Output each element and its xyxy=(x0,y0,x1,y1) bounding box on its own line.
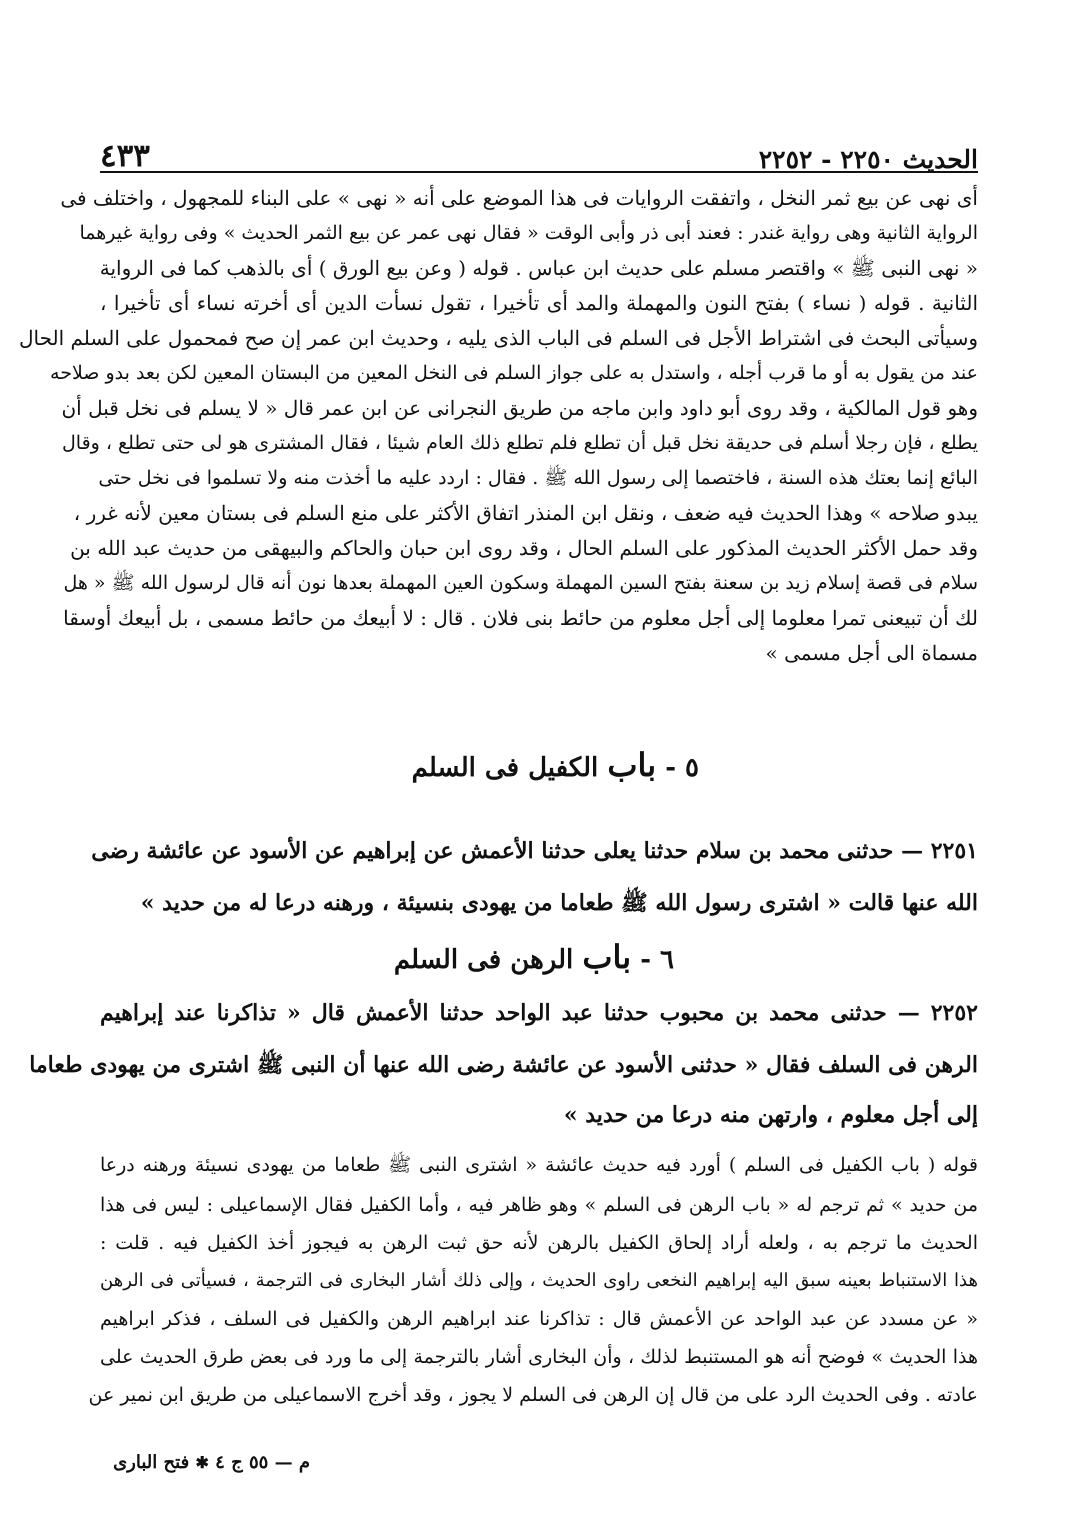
hadith-line: ٢٢٥١ — حدثنى محمد بن سلام حدثنا يعلى حدثنا الأعمش عن إبراهيم عن الأسود عن عائشة رضى xyxy=(91,838,978,864)
text-line: أى نهى عن بيع ثمر النخل ، واتفقت الروايات فى هذا الموضع على أنه « نهى » على البناء للمجهول ، واختلف فى xyxy=(60,186,978,210)
text-line: وسيأتى البحث فى اشتراط الأجل فى السلم فى الباب الذى يليه ، وحديث ابن عمر إن صح فمحمول على السلم الحال xyxy=(18,326,978,350)
text-line: هذا الاستنباط بعينه سبق اليه إبراهيم النخعى راوى الحديث ، وإلى ذلك أشار البخارى فى الترجمة ، فسيأتى فى الرهن xyxy=(100,1270,978,1291)
signature-mark: م — ٥٥ ج ٤ xyxy=(215,1452,310,1473)
text-line: قوله ( باب الكفيل فى السلم ) أورد فيه حديث عائشة « اشترى النبى ﷺ طعاما من يهودى نسيئة ورهنه درعا xyxy=(100,1154,978,1176)
chapter-number: ٥ - xyxy=(665,753,699,783)
text-line: « نهى النبى ﷺ » واقتصر مسلم على حديث ابن عباس . قوله ( وعن بيع الورق ) أى بالذهب كما فى الرواية xyxy=(99,256,978,280)
hadith-line: الرهن فى السلف فقال « حدثنى الأسود عن عائشة رضى الله عنها أن النبى ﷺ اشترى من يهودى طعاما xyxy=(29,1052,978,1078)
text-line: من حديد » ثم ترجم له « باب الرهن فى السلم » وهو ظاهر فيه ، وأما الكفيل فقال الإسماعيلى : ليس فى هذا xyxy=(100,1194,978,1216)
text-line: سلام فى قصة إسلام زيد بن سعنة بفتح السين المهملة وسكون العين المهملة بعدها نون أنه قال لرسول الله ﷺ « هل xyxy=(63,572,978,594)
chapter-word: باب xyxy=(582,938,632,976)
text-line: عند من يقول به أو ما قرب أجله ، واستدل به على جواز السلم فى النخل المعين من البستان المعين لكن بعد بدو صلاحه xyxy=(50,362,978,384)
text-line: الرواية الثانية وهى رواية غندر : فعند أبى ذر وأبى الوقت « فقال نهى عمر عن بيع الثمر الحديث » وفى رواية غيرهما xyxy=(79,222,978,244)
chapter-title: الكفيل فى السلم xyxy=(411,753,599,783)
chapter-title: الرهن فى السلم xyxy=(393,945,574,975)
chapter-word: باب xyxy=(607,746,657,784)
text-line: يطلع ، فإن رجلا أسلم فى حديقة نخل قبل أن تطلع فلم تطلع ذلك العام شيئا ، فقال المشترى هو لى حتى تطلع ، وقال xyxy=(61,432,978,454)
text-line: لك أن تبيعنى تمرا معلوما إلى أجل معلوم من حائط بنى فلان . قال : لا أبيعك من حائط مسمى ، بل أبيعك أوسقا xyxy=(63,606,978,630)
text-line: البائع إنما بعتك هذه السنة ، فاختصما إلى رسول الله ﷺ . فقال : اردد عليه ما أخذت منه ولا تسلموا فى نخل حتى xyxy=(98,467,978,489)
chapter-heading-6 xyxy=(394,940,674,977)
text-line: « عن مسدد عن عبد الواحد عن الأعمش قال : تذاكرنا عند ابراهيم الرهن والكفيل فى السلف ، فذكر ابراهيم xyxy=(100,1308,978,1330)
chapter-number: ٦ - xyxy=(640,945,674,975)
text-line: يبدو صلاحه » وهذا الحديث فيه ضعف ، ونقل ابن المنذر اتفاق الأكثر على منع السلم فى بستان معين لأنه غرر ، xyxy=(73,501,978,525)
hadith-line: ٢٢٥٢ — حدثنى محمد بن محبوب حدثنا عبد الواحد حدثنا الأعمش قال « تذاكرنا عند إبراهيم xyxy=(100,1000,978,1026)
header-rule xyxy=(100,171,978,173)
text-line: وهو قول المالكية ، وقد روى أبو داود وابن ماجه من طريق النجرانى عن ابن عمر قال « لا يسلم فى نخل قبل أن xyxy=(61,396,978,420)
chapter-heading-5 xyxy=(412,748,699,785)
hadith-line: الله عنها قالت « اشترى رسول الله ﷺ طعاما من يهودى بنسيئة ، ورهنه درعا له من حديد » xyxy=(140,890,978,916)
text-line: مسماة الى أجل مسمى » xyxy=(765,641,978,665)
text-line: وقد حمل الأكثر الحديث المذكور على السلم الحال ، وقد روى ابن حبان والحاكم والبيهقى من حديث عبد الله بن xyxy=(70,536,978,560)
text-line: هذا الحديث » فوضح أنه هو المستنبط لذلك ، وأن البخارى أشار بالترجمة إلى ما ورد فى بعض طرق الحديث على xyxy=(100,1346,978,1368)
page-header xyxy=(100,122,978,174)
running-title: الحديث ٢٢٥٠ - ٢٢٥٢ xyxy=(758,145,978,174)
text-line: الثانية . قوله ( نساء ) بفتح النون والمهملة والمد أى تأخيرا ، تقول نسأت الدين أى أخرته نساء أى تأخيرا ، xyxy=(100,291,978,315)
page-footer xyxy=(113,1452,310,1473)
star-ornament-icon: ✱ xyxy=(195,1453,209,1472)
text-line: الحديث ما ترجم به ، ولعله أراد إلحاق الكفيل بالرهن لأنه حق ثبت الرهن به فيجوز أخذ الكفيل فيه . قلت : xyxy=(100,1232,978,1254)
page-number: ٤٣٣ xyxy=(100,138,150,174)
book-title: فتح البارى xyxy=(113,1452,190,1473)
text-line: عادته . وفى الحديث الرد على من قال إن الرهن فى السلم لا يجوز ، وقد أخرج الاسماعيلى من طريق ابن نمير عن xyxy=(88,1384,978,1406)
hadith-line: إلى أجل معلوم ، وارتهن منه درعا من حديد » xyxy=(563,1102,978,1128)
